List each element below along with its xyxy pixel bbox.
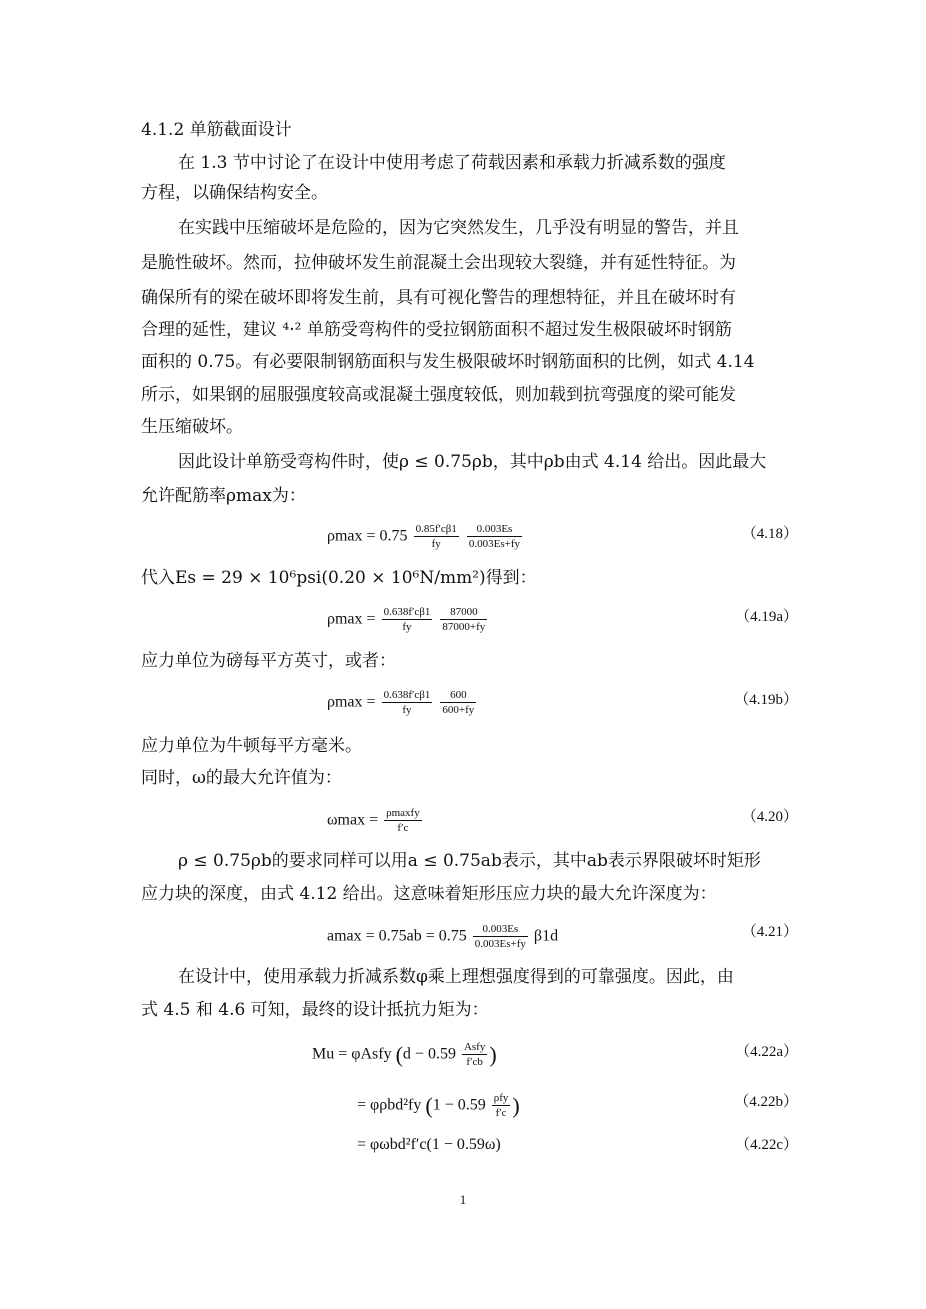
paragraph-line: 允许配筋率ρmax为： xyxy=(141,486,306,506)
paragraph-line: 合理的延性，建议 ⁴·² 单筋受弯构件的受拉钢筋面积不超过发生极限破坏时钢筋 xyxy=(141,320,732,340)
equation-4-19b: ρmax = $\frac{0.638f'c\beta 1}{fy}$ $\frac{600}{600+fy}$ xyxy=(327,689,475,716)
paragraph-line: 应力单位为磅每平方英寸，或者： xyxy=(141,651,396,671)
equation-4-20: ωmax = $\frac{\text{ρmaxfy}}{f'c}$ xyxy=(327,807,420,834)
paragraph-line: 同时，ω的最大允许值为： xyxy=(141,768,342,788)
page-number: 1 xyxy=(459,1192,467,1207)
equation-number: （4.21） xyxy=(741,924,798,940)
paragraph-line: 面积的 0.75。有必要限制钢筋面积与发生极限破坏时钢筋面积的比例，如式 4.14 xyxy=(141,352,755,372)
equation-number: （4.18） xyxy=(741,526,798,542)
paragraph-line: 应力块的深度，由式 4.12 给出。这意味着矩形压应力块的最大允许深度为： xyxy=(141,884,717,904)
equation-4-22a: Mu = φAsfy (d − 0.59 $\frac{\text{Asfy}}{f'cb}$ ) xyxy=(312,1041,497,1068)
paragraph-line: 代入Es = 29 × 10⁶psi(0.20 × 10⁶N/mm²)得到： xyxy=(141,568,537,588)
equation-4-19a: ρmax = $\frac{0.638f'c\beta 1}{fy}$ $\frac{87000}{87000+fy}$ xyxy=(327,606,486,633)
paragraph-line: 在设计中，使用承载力折减系数φ乘上理想强度得到的可靠强度。因此，由 xyxy=(178,967,734,987)
equation-4-21: amax = 0.75ab = 0.75 $\frac{0.003Es}{0.003Es+fy}$ β1d xyxy=(327,923,559,950)
equation-4-22b: = φρbd²fy (1 − 0.59 $\frac{\text{ρfy}}{f'c}$ ) xyxy=(357,1092,520,1119)
paragraph-line: ρ ≤ 0.75ρb的要求同样可以用a ≤ 0.75ab表示，其中ab表示界限破坏时矩形 xyxy=(178,851,761,871)
equation-number: （4.22b） xyxy=(734,1094,798,1110)
paragraph-line: 方程，以确保结构安全。 xyxy=(141,183,328,203)
equation-number: （4.22a） xyxy=(735,1044,798,1060)
paragraph-line: 是脆性破坏。然而，拉伸破坏发生前混凝土会出现较大裂缝，并有延性特征。为 xyxy=(141,253,736,273)
paragraph-line: 因此设计单筋受弯构件时，使ρ ≤ 0.75ρb，其中ρb由式 4.14 给出。因此最大 xyxy=(178,452,767,472)
paragraph-line: 在 1.3 节中讨论了在设计中使用考虑了荷载因素和承载力折减系数的强度 xyxy=(178,153,726,173)
paragraph-line: 式 4.5 和 4.6 可知，最终的设计抵抗力矩为： xyxy=(141,1000,489,1020)
section-heading: 4.1.2 单筋截面设计 xyxy=(141,120,292,140)
equation-number: （4.19b） xyxy=(734,692,798,708)
equation-number: （4.20） xyxy=(741,809,798,825)
equation-4-18: ρmax = 0.75 $\frac{0.85f'c\beta 1}{fy}$ $\frac{0.003Es}{0.003Es+fy}$ xyxy=(327,523,520,550)
equation-4-22c: = φωbd²f′c(1 − 0.59ω) xyxy=(357,1136,501,1153)
paragraph-line: 应力单位为牛顿每平方毫米。 xyxy=(141,736,362,756)
equation-number: （4.22c） xyxy=(735,1137,798,1153)
paragraph-line: 所示，如果钢的屈服强度较高或混凝土强度较低，则加载到抗弯强度的梁可能发 xyxy=(141,385,736,405)
equation-number: （4.19a） xyxy=(735,609,798,625)
paragraph-line: 在实践中压缩破坏是危险的，因为它突然发生，几乎没有明显的警告，并且 xyxy=(178,218,739,238)
paragraph-line: 确保所有的梁在破坏即将发生前，具有可视化警告的理想特征，并且在破坏时有 xyxy=(141,288,736,308)
paragraph-line: 生压缩破坏。 xyxy=(141,417,243,437)
